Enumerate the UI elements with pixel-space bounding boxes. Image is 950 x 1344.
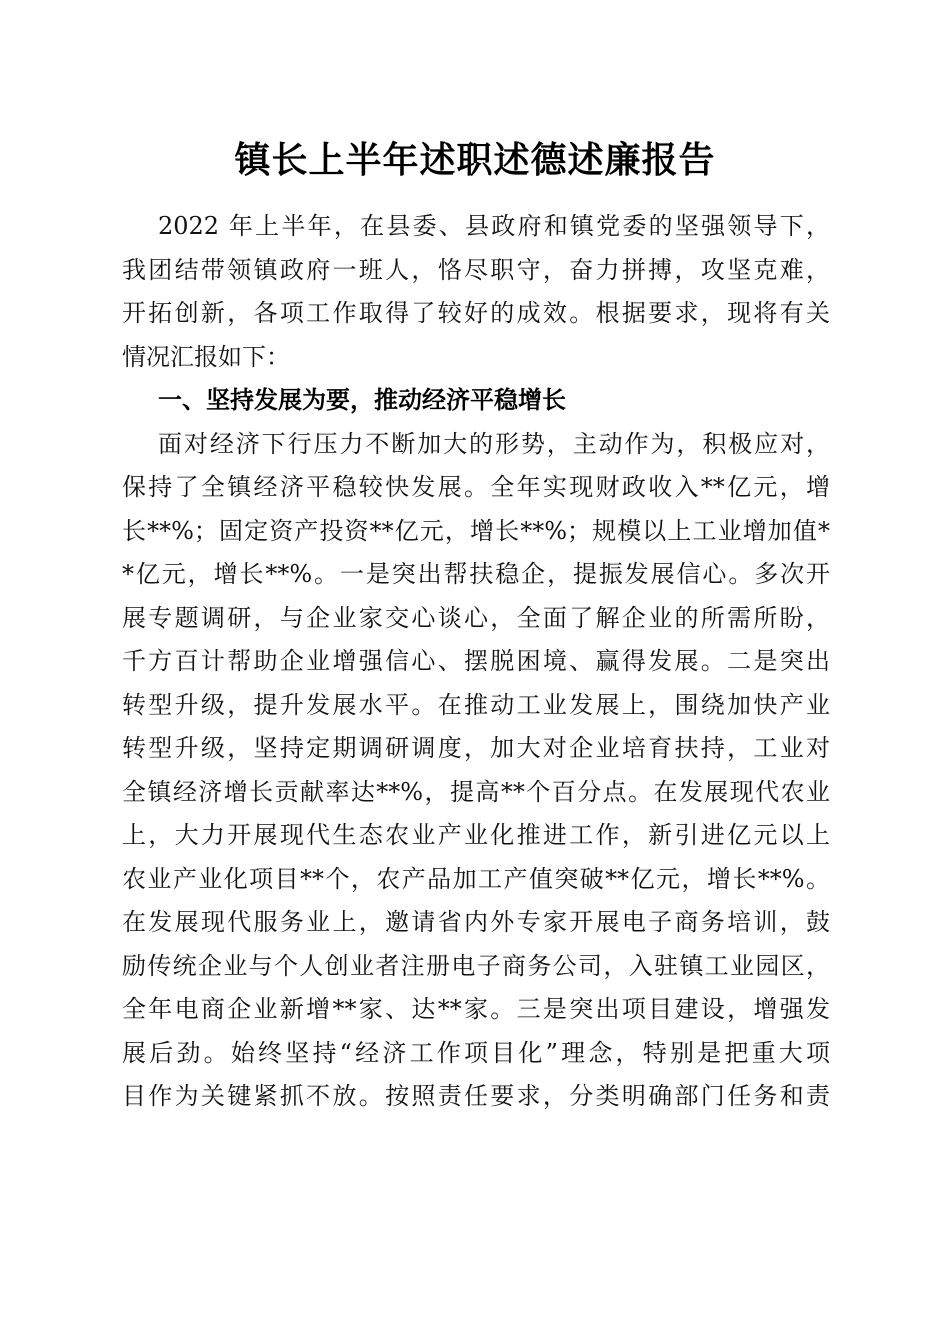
paragraph-line: 励传统企业与个人创业者注册电子商务公司，入驻镇工业园区， — [122, 951, 830, 980]
paragraph-line: 转型升级，提升发展水平。在推动工业发展上，围绕加快产业 — [122, 690, 830, 719]
paragraph-line: 全年电商企业新增**家、达**家。三是突出项目建设，增强发 — [122, 995, 830, 1023]
paragraph-line: 在发展现代服务业上，邀请省内外专家开展电子商务培训，鼓 — [122, 908, 830, 936]
paragraph-line: 面对经济下行压力不断加大的形势，主动作为，积极应对， — [158, 429, 830, 458]
paragraph-line: 千方百计帮助企业增强信心、摆脱困境、赢得发展。二是突出 — [122, 647, 830, 675]
paragraph-line: 情况汇报如下： — [122, 342, 290, 371]
paragraph-line: *亿元，增长**%。一是突出帮扶稳企，提振发展信心。多次开 — [122, 560, 830, 588]
paragraph-line: 长**%；固定资产投资**亿元，增长**%；规模以上工业增加值* — [122, 516, 830, 545]
document-title: 镇长上半年述职述德述廉报告 — [234, 139, 716, 181]
paragraph-line: 开拓创新，各项工作取得了较好的成效。根据要求，现将有关 — [122, 299, 830, 327]
paragraph-line: 目作为关键紧抓不放。按照责任要求，分类明确部门任务和责 — [122, 1082, 830, 1110]
paragraph-line: 展专题调研，与企业家交心谈心，全面了解企业的所需所盼， — [122, 603, 830, 632]
paragraph-line: 我团结带领镇政府一班人，恪尽职守，奋力拼搏，攻坚克难， — [122, 255, 830, 284]
paragraph-line: 保持了全镇经济平稳较快发展。全年实现财政收入**亿元，增 — [122, 473, 830, 501]
section-heading: 一、坚持发展为要，推动经济平稳增长 — [158, 386, 566, 414]
paragraph-line: 全镇经济增长贡献率达**%，提高**个百分点。在发展现代农业 — [122, 777, 830, 806]
paragraph-line: 2022 年上半年，在县委、县政府和镇党委的坚强领导下， — [158, 212, 830, 240]
paragraph-line: 上，大力开展现代生态农业产业化推进工作，新引进亿元以上 — [122, 821, 830, 849]
paragraph-line: 转型升级，坚持定期调研调度，加大对企业培育扶持，工业对 — [122, 734, 830, 762]
paragraph-line: 农业产业化项目**个，农产品加工产值突破**亿元，增长**%。 — [122, 864, 830, 893]
paragraph-line: 展后劲。始终坚持“经济工作项目化”理念，特别是把重大项 — [122, 1038, 830, 1067]
document-body — [122, 205, 830, 1119]
